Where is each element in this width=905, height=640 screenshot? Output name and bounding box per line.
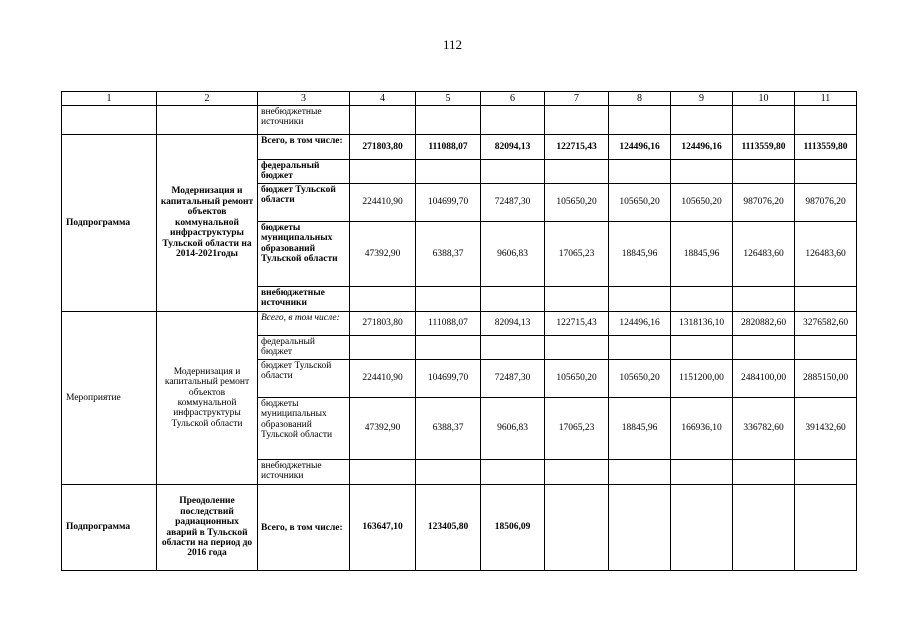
value-cell: 1113559,80 <box>795 135 857 160</box>
value-cell <box>795 460 857 485</box>
funding-source: внебюджетные источники <box>258 287 350 312</box>
value-cell: 126483,60 <box>733 222 795 287</box>
program-name: Преодоление последствий радиационных аварий в Тульской области на период до 2016 года <box>157 485 258 571</box>
program-type: Подпрограмма <box>62 485 157 571</box>
value-cell: 391432,60 <box>795 398 857 460</box>
value-cell: 3276582,60 <box>795 312 857 336</box>
value-cell: 6388,37 <box>416 398 481 460</box>
value-cell: 271803,80 <box>350 135 416 160</box>
value-cell <box>481 460 545 485</box>
value-cell <box>481 287 545 312</box>
column-number: 1 <box>62 92 157 106</box>
value-cell: 2820882,60 <box>733 312 795 336</box>
value-cell <box>545 485 609 571</box>
value-cell: 163647,10 <box>350 485 416 571</box>
value-cell <box>733 160 795 184</box>
value-cell: 18845,96 <box>671 222 733 287</box>
empty-cell <box>609 106 671 135</box>
value-cell: 82094,13 <box>481 312 545 336</box>
value-cell: 987076,20 <box>733 184 795 222</box>
column-number: 9 <box>671 92 733 106</box>
empty-cell <box>671 106 733 135</box>
value-cell: 224410,90 <box>350 360 416 398</box>
value-cell <box>545 460 609 485</box>
budget-table <box>61 91 857 571</box>
value-cell: 105650,20 <box>671 184 733 222</box>
value-cell: 336782,60 <box>733 398 795 460</box>
empty-cell <box>733 106 795 135</box>
value-cell: 126483,60 <box>795 222 857 287</box>
value-cell: 122715,43 <box>545 312 609 336</box>
value-cell <box>609 287 671 312</box>
value-cell: 104699,70 <box>416 184 481 222</box>
column-number: 10 <box>733 92 795 106</box>
value-cell: 9606,83 <box>481 222 545 287</box>
funding-source: внебюджетные источники <box>258 106 350 135</box>
funding-source: Всего, в том числе: <box>258 135 350 160</box>
value-cell: 124496,16 <box>609 312 671 336</box>
funding-source: бюджеты муниципальных образований Тульской области <box>258 398 350 460</box>
value-cell: 2885150,00 <box>795 360 857 398</box>
value-cell <box>350 160 416 184</box>
value-cell: 166936,10 <box>671 398 733 460</box>
value-cell: 105650,20 <box>609 184 671 222</box>
value-cell: 47392,90 <box>350 222 416 287</box>
value-cell <box>609 460 671 485</box>
value-cell: 105650,20 <box>545 184 609 222</box>
value-cell <box>733 485 795 571</box>
value-cell: 111088,07 <box>416 312 481 336</box>
value-cell: 104699,70 <box>416 360 481 398</box>
value-cell <box>671 485 733 571</box>
program-name: Модернизация и капитальный ремонт объектов коммунальной инфраструктуры Тульской области на 2014-2021годы <box>157 135 258 312</box>
value-cell: 105650,20 <box>609 360 671 398</box>
value-cell <box>795 336 857 360</box>
column-number: 2 <box>157 92 258 106</box>
value-cell <box>671 336 733 360</box>
value-cell: 224410,90 <box>350 184 416 222</box>
value-cell <box>350 287 416 312</box>
value-cell <box>416 460 481 485</box>
value-cell <box>416 336 481 360</box>
value-cell <box>545 336 609 360</box>
empty-cell <box>416 106 481 135</box>
funding-source: Всего, в том числе: <box>258 485 350 571</box>
empty-cell <box>157 106 258 135</box>
value-cell <box>671 460 733 485</box>
value-cell: 105650,20 <box>545 360 609 398</box>
value-cell <box>671 287 733 312</box>
value-cell <box>545 160 609 184</box>
page-number: 112 <box>442 37 463 52</box>
column-number: 3 <box>258 92 350 106</box>
value-cell <box>609 485 671 571</box>
value-cell <box>795 485 857 571</box>
value-cell <box>733 460 795 485</box>
empty-cell <box>795 106 857 135</box>
value-cell: 47392,90 <box>350 398 416 460</box>
value-cell <box>350 336 416 360</box>
value-cell: 9606,83 <box>481 398 545 460</box>
value-cell: 1113559,80 <box>733 135 795 160</box>
column-number: 5 <box>416 92 481 106</box>
value-cell <box>545 287 609 312</box>
column-number: 11 <box>795 92 857 106</box>
value-cell <box>416 160 481 184</box>
funding-source: внебюджетные источники <box>258 460 350 485</box>
value-cell <box>733 287 795 312</box>
value-cell: 123405,80 <box>416 485 481 571</box>
table-row <box>62 106 857 135</box>
value-cell <box>350 460 416 485</box>
table-row <box>62 312 857 336</box>
value-cell <box>481 160 545 184</box>
value-cell: 111088,07 <box>416 135 481 160</box>
value-cell <box>481 336 545 360</box>
funding-source: бюджеты муниципальных образований Тульской области <box>258 222 350 287</box>
value-cell: 122715,43 <box>545 135 609 160</box>
value-cell: 17065,23 <box>545 222 609 287</box>
program-type: Мероприятие <box>62 312 157 485</box>
value-cell: 72487,30 <box>481 360 545 398</box>
column-number: 4 <box>350 92 416 106</box>
value-cell <box>609 336 671 360</box>
value-cell: 17065,23 <box>545 398 609 460</box>
value-cell: 72487,30 <box>481 184 545 222</box>
empty-cell <box>350 106 416 135</box>
funding-source: федеральный бюджет <box>258 336 350 360</box>
value-cell: 987076,20 <box>795 184 857 222</box>
program-name: Модернизация и капитальный ремонт объектов коммунальной инфраструктуры Тульской области <box>157 312 258 485</box>
value-cell <box>795 160 857 184</box>
funding-source: бюджет Тульской области <box>258 184 350 222</box>
value-cell <box>671 160 733 184</box>
value-cell: 2484100,00 <box>733 360 795 398</box>
value-cell <box>416 287 481 312</box>
value-cell <box>609 160 671 184</box>
funding-source: бюджет Тульской области <box>258 360 350 398</box>
column-number-row <box>62 92 857 106</box>
value-cell: 18845,96 <box>609 222 671 287</box>
value-cell <box>795 287 857 312</box>
column-number: 8 <box>609 92 671 106</box>
value-cell: 1151200,00 <box>671 360 733 398</box>
funding-source: Всего, в том числе: <box>258 312 350 336</box>
value-cell: 271803,80 <box>350 312 416 336</box>
empty-cell <box>62 106 157 135</box>
value-cell: 124496,16 <box>671 135 733 160</box>
program-type: Подпрограмма <box>62 135 157 312</box>
table-row <box>62 135 857 160</box>
column-number: 7 <box>545 92 609 106</box>
value-cell: 18845,96 <box>609 398 671 460</box>
value-cell <box>733 336 795 360</box>
value-cell: 18506,09 <box>481 485 545 571</box>
value-cell: 82094,13 <box>481 135 545 160</box>
table-row <box>62 485 857 571</box>
empty-cell <box>481 106 545 135</box>
value-cell: 6388,37 <box>416 222 481 287</box>
value-cell: 124496,16 <box>609 135 671 160</box>
column-number: 6 <box>481 92 545 106</box>
value-cell: 1318136,10 <box>671 312 733 336</box>
empty-cell <box>545 106 609 135</box>
funding-source: федеральный бюджет <box>258 160 350 184</box>
